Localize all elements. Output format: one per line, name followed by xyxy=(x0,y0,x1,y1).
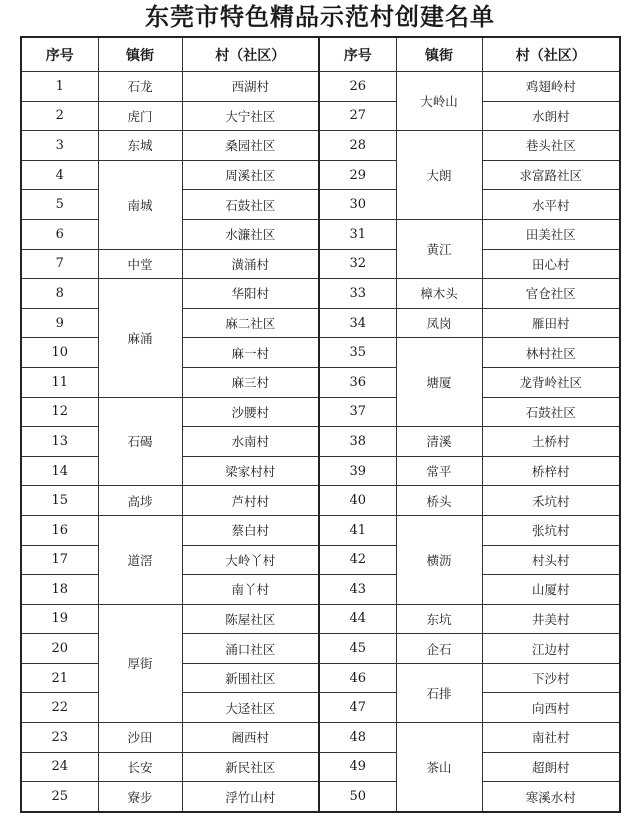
row-index: 1 xyxy=(21,72,98,102)
town-cell: 寮步 xyxy=(98,782,182,812)
village-cell: 林村社区 xyxy=(482,338,620,368)
row-index: 43 xyxy=(319,575,396,605)
village-cell: 井美村 xyxy=(482,604,620,634)
village-cell: 田美社区 xyxy=(482,219,620,249)
table-row xyxy=(21,782,620,812)
village-cell: 大岭丫村 xyxy=(182,545,319,575)
town-cell: 横沥 xyxy=(396,515,482,604)
village-cell: 浮竹山村 xyxy=(182,782,319,812)
row-index: 15 xyxy=(21,486,98,516)
table-row xyxy=(21,397,620,427)
town-cell: 虎门 xyxy=(98,101,182,131)
town-cell: 沙田 xyxy=(98,723,182,753)
table-row xyxy=(21,515,620,545)
row-index: 21 xyxy=(21,663,98,693)
row-index: 47 xyxy=(319,693,396,723)
village-cell: 雁田村 xyxy=(482,308,620,338)
village-cell: 石鼓社区 xyxy=(182,190,319,220)
village-cell: 田心村 xyxy=(482,249,620,279)
row-index: 8 xyxy=(21,279,98,309)
row-index: 14 xyxy=(21,456,98,486)
town-cell: 茶山 xyxy=(396,723,482,812)
row-index: 50 xyxy=(319,782,396,812)
table-row xyxy=(21,72,620,102)
row-index: 44 xyxy=(319,604,396,634)
village-cell: 周溪社区 xyxy=(182,160,319,190)
village-cell: 梁家村村 xyxy=(182,456,319,486)
town-cell: 清溪 xyxy=(396,427,482,457)
town-cell: 厚街 xyxy=(98,604,182,722)
village-cell: 龙背岭社区 xyxy=(482,367,620,397)
row-index: 12 xyxy=(21,397,98,427)
row-index: 18 xyxy=(21,575,98,605)
town-cell: 中堂 xyxy=(98,249,182,279)
table-row xyxy=(21,723,620,753)
village-cell: 鸡翅岭村 xyxy=(482,72,620,102)
village-cell: 寒溪水村 xyxy=(482,782,620,812)
row-index: 17 xyxy=(21,545,98,575)
town-cell: 麻涌 xyxy=(98,279,182,397)
row-index: 5 xyxy=(21,190,98,220)
village-cell: 蔡白村 xyxy=(182,515,319,545)
table-row xyxy=(21,279,620,309)
header-town-left: 镇街 xyxy=(98,37,182,72)
row-index: 29 xyxy=(319,160,396,190)
village-cell: 芦村村 xyxy=(182,486,319,516)
row-index: 4 xyxy=(21,160,98,190)
village-cell: 陈屋社区 xyxy=(182,604,319,634)
village-cell: 南社村 xyxy=(482,723,620,753)
village-cell: 张坑村 xyxy=(482,515,620,545)
page-title: 东莞市特色精品示范村创建名单 xyxy=(145,2,495,31)
village-cell: 官仓社区 xyxy=(482,279,620,309)
town-cell: 黄江 xyxy=(396,219,482,278)
table-row xyxy=(21,160,620,190)
village-cell: 水濂社区 xyxy=(182,219,319,249)
row-index: 24 xyxy=(21,752,98,782)
row-index: 45 xyxy=(319,634,396,664)
row-index: 32 xyxy=(319,249,396,279)
row-index: 40 xyxy=(319,486,396,516)
header-village-right: 村（社区） xyxy=(482,37,620,72)
row-index: 46 xyxy=(319,663,396,693)
village-cell: 涌口社区 xyxy=(182,634,319,664)
town-cell: 大朗 xyxy=(396,131,482,220)
village-cell: 大迳社区 xyxy=(182,693,319,723)
row-index: 34 xyxy=(319,308,396,338)
row-index: 6 xyxy=(21,219,98,249)
table-row xyxy=(21,131,620,161)
village-cell: 超朗村 xyxy=(482,752,620,782)
row-index: 9 xyxy=(21,308,98,338)
row-index: 36 xyxy=(319,367,396,397)
row-index: 28 xyxy=(319,131,396,161)
village-cell: 村头村 xyxy=(482,545,620,575)
town-cell: 道滘 xyxy=(98,515,182,604)
town-cell: 企石 xyxy=(396,634,482,664)
town-cell: 石碣 xyxy=(98,397,182,486)
town-cell: 南城 xyxy=(98,160,182,249)
village-cell: 麻三村 xyxy=(182,367,319,397)
town-cell: 塘厦 xyxy=(396,338,482,427)
row-index: 39 xyxy=(319,456,396,486)
row-index: 23 xyxy=(21,723,98,753)
row-index: 22 xyxy=(21,693,98,723)
row-index: 42 xyxy=(319,545,396,575)
town-cell: 大岭山 xyxy=(396,72,482,131)
town-cell: 石排 xyxy=(396,663,482,722)
village-cell: 下沙村 xyxy=(482,663,620,693)
village-cell: 桥梓村 xyxy=(482,456,620,486)
village-cell: 新围社区 xyxy=(182,663,319,693)
village-cell: 向西村 xyxy=(482,693,620,723)
village-cell: 水南村 xyxy=(182,427,319,457)
row-index: 49 xyxy=(319,752,396,782)
row-index: 48 xyxy=(319,723,396,753)
village-cell: 阇西村 xyxy=(182,723,319,753)
table-row xyxy=(21,249,620,279)
village-cell: 华阳村 xyxy=(182,279,319,309)
village-cell: 麻二社区 xyxy=(182,308,319,338)
header-village-left: 村（社区） xyxy=(182,37,319,72)
village-cell: 大宁社区 xyxy=(182,101,319,131)
village-cell: 南丫村 xyxy=(182,575,319,605)
town-cell: 东坑 xyxy=(396,604,482,634)
row-index: 38 xyxy=(319,427,396,457)
table-row xyxy=(21,604,620,634)
row-index: 33 xyxy=(319,279,396,309)
town-cell: 常平 xyxy=(396,456,482,486)
village-cell: 西湖村 xyxy=(182,72,319,102)
village-cell: 水朗村 xyxy=(482,101,620,131)
village-cell: 禾坑村 xyxy=(482,486,620,516)
town-cell: 凤岗 xyxy=(396,308,482,338)
town-cell: 东城 xyxy=(98,131,182,161)
row-index: 7 xyxy=(21,249,98,279)
town-cell: 高埗 xyxy=(98,486,182,516)
row-index: 31 xyxy=(319,219,396,249)
table-row xyxy=(21,752,620,782)
town-cell: 桥头 xyxy=(396,486,482,516)
header-town-right: 镇街 xyxy=(396,37,482,72)
row-index: 27 xyxy=(319,101,396,131)
village-cell: 麻一村 xyxy=(182,338,319,368)
row-index: 20 xyxy=(21,634,98,664)
row-index: 35 xyxy=(319,338,396,368)
row-index: 11 xyxy=(21,367,98,397)
row-index: 13 xyxy=(21,427,98,457)
row-index: 30 xyxy=(319,190,396,220)
village-cell: 潢涌村 xyxy=(182,249,319,279)
table-row xyxy=(21,101,620,131)
village-cell: 山厦村 xyxy=(482,575,620,605)
table-row xyxy=(21,486,620,516)
header-row xyxy=(21,37,620,72)
town-cell: 长安 xyxy=(98,752,182,782)
village-cell: 土桥村 xyxy=(482,427,620,457)
header-index-right: 序号 xyxy=(319,37,396,72)
village-cell: 沙腰村 xyxy=(182,397,319,427)
town-cell: 石龙 xyxy=(98,72,182,102)
row-index: 19 xyxy=(21,604,98,634)
row-index: 16 xyxy=(21,515,98,545)
row-index: 3 xyxy=(21,131,98,161)
village-cell: 新民社区 xyxy=(182,752,319,782)
header-index-left: 序号 xyxy=(21,37,98,72)
village-cell: 江边村 xyxy=(482,634,620,664)
village-roster-table xyxy=(20,36,621,813)
town-cell: 樟木头 xyxy=(396,279,482,309)
row-index: 41 xyxy=(319,515,396,545)
roster-body xyxy=(21,72,620,812)
row-index: 25 xyxy=(21,782,98,812)
village-cell: 水平村 xyxy=(482,190,620,220)
village-cell: 石鼓社区 xyxy=(482,397,620,427)
village-cell: 求富路社区 xyxy=(482,160,620,190)
row-index: 37 xyxy=(319,397,396,427)
village-cell: 桑园社区 xyxy=(182,131,319,161)
row-index: 26 xyxy=(319,72,396,102)
village-cell: 巷头社区 xyxy=(482,131,620,161)
row-index: 10 xyxy=(21,338,98,368)
row-index: 2 xyxy=(21,101,98,131)
